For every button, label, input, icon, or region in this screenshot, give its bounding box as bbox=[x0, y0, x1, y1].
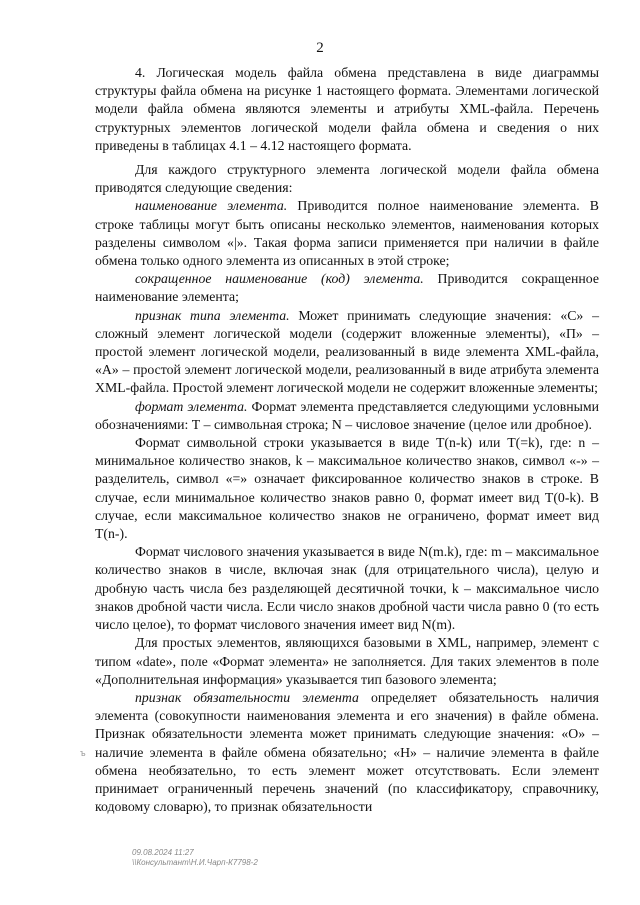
paragraph-element-code: сокращенное наименование (код) элемента. Приводится сокращенное наименование элемента; bbox=[95, 271, 599, 305]
margin-mark: ъ bbox=[80, 748, 86, 758]
print-stamp bbox=[132, 848, 258, 868]
stamp-date: 09.08.2024 11:27 bbox=[132, 848, 194, 857]
paragraph-base-types: Для простых элементов, являющихся базовыми в XML, например, элемент с типом «date», поле «Формат элемента» не заполняется. Для таких элементов в поле «Дополнительная информация» указывается тип базового элемента; bbox=[95, 635, 599, 687]
paragraph-1: 4. Логическая модель файла обмена представлена в виде диаграммы структуры файла обмена на рисунке 1 настоящего формата. Элементами логической модели файла обмена являются элементы и атрибуты XML-файла. Перечень структурных элементов логической модели файла обмена и сведения о них приведены в таблицах 4.1 – 4.12 настоящего формата. bbox=[95, 65, 599, 153]
paragraph-number-format: Формат числового значения указывается в виде N(m.k), где: m – максимальное количество знаков в числе, включая знак (для отрицательного числа), целую и дробную часть числа без разделяющей десятичной точки, k – максимальное число знаков дробной части числа. Если число знаков дробной части числа равно 0 (то есть число целое), то формат числового значения имеет вид N(m). bbox=[95, 544, 599, 633]
document-body bbox=[95, 64, 599, 816]
paragraph-required-flag: признак обязательности элемента определяет обязательность наличия элемента (совокупности наименования элемента и его значения) в файле обмена. Признак обязательности элемента может принимать следующие значения: «О» – наличие элемента в файле обмена обязательно; «Н» – наличие элемента в файле обмена необязательно, то есть элемент может отсутствовать. Если элемент принимает ограниченный перечень значений (по классификатору, справочнику, кодовому словарю), то признак обязательности bbox=[95, 689, 599, 815]
paragraph-2: Для каждого структурного элемента логической модели файла обмена приводятся следующие сведения: bbox=[95, 162, 599, 196]
page-number: 2 bbox=[316, 40, 324, 56]
paragraph-string-format: Формат символьной строки указывается в виде Т(n-k) или Т(=k), где: n – минимальное количество знаков, k – максимальное количество знаков, символ «-» – разделитель, символ «=» означает фиксированное количество знаков в строке. В случае, если минимальное количество знаков равно 0, формат имеет вид Т(0-k). В случае, если максимальное количество знаков не ограничено, формат имеет вид Т(n-). bbox=[95, 435, 599, 542]
stamp-source: \\Консультант\Н.И.Чарп-К7798-2 bbox=[132, 858, 258, 867]
paragraph-element-type: признак типа элемента. Может принимать следующие значения: «С» – сложный элемент логической модели (содержит вложенные элементы), «П» – простой элемент логической модели, реализованный в виде элемента XML-файла, «А» – простой элемент логической модели, реализованный в виде атрибута элемента XML-файла. Простой элемент логической модели не содержит вложенные элементы; bbox=[95, 307, 599, 396]
paragraph-element-name: наименование элемента. Приводится полное наименование элемента. В строке таблицы могут быть описаны несколько элементов, наименования которых разделены символом «|». Такая форма записи применяется при наличии в файле обмена только одного элемента из описанных в этой строке; bbox=[95, 198, 599, 269]
paragraph-element-format: формат элемента. Формат элемента представляется следующими условными обозначениями: Т – символьная строка; N – числовое значение (целое или дробное). bbox=[95, 398, 599, 432]
